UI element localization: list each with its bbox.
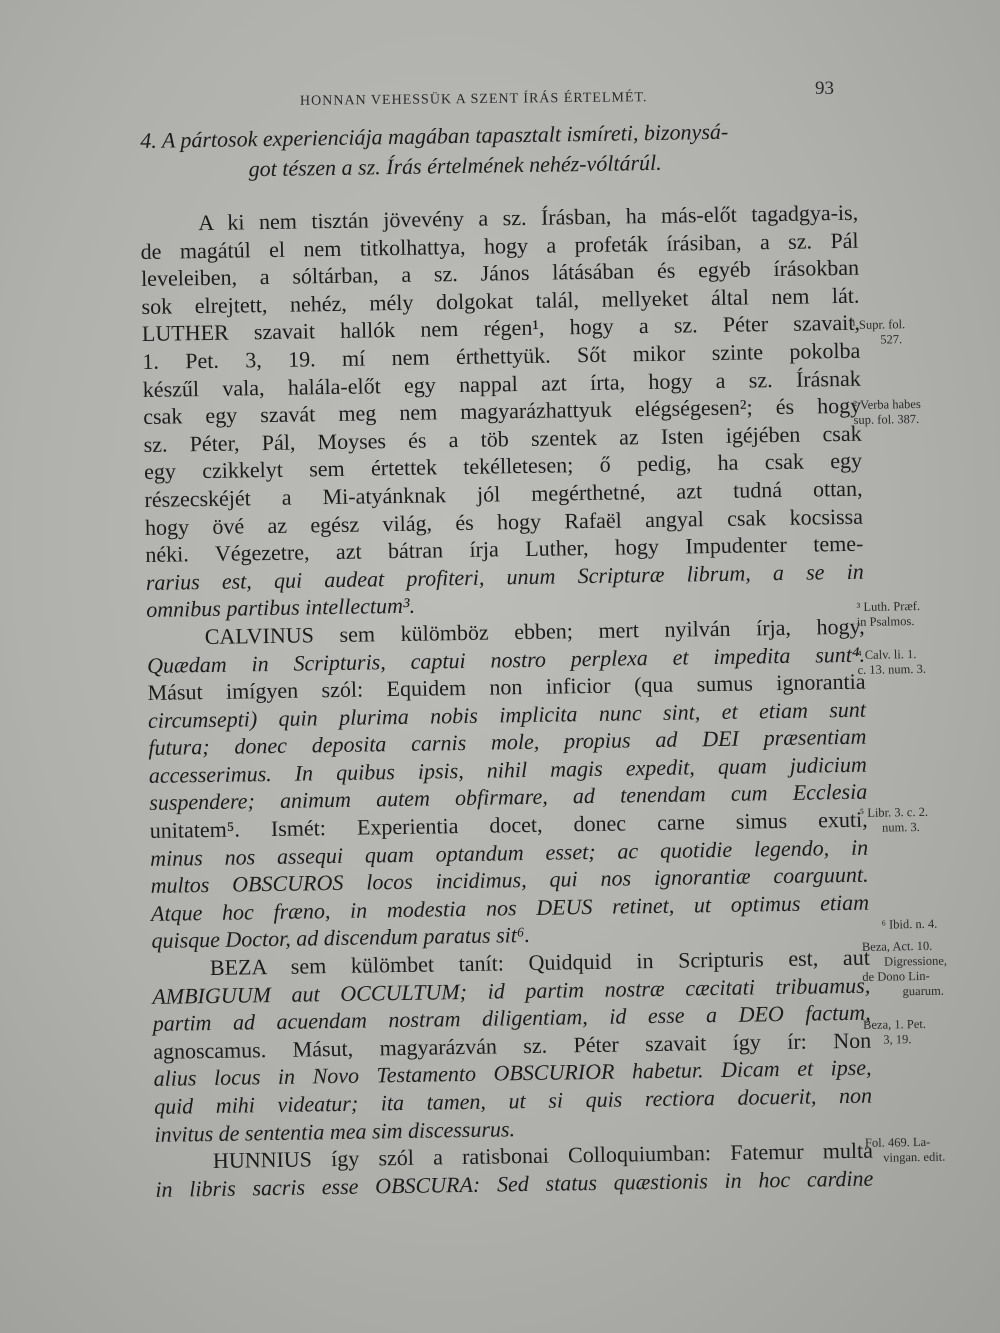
margin-note [863,1016,993,1048]
text-line: 1. Pet. 3, 19. mí nem érthettyük. Sőt mikor szinte pokolba [142,337,861,374]
margin-note-line: guarum. [902,983,944,999]
margin-note-line: 3, 19. [883,1032,912,1047]
running-title: HONNAN VEHESSÜK A SZENT ÍRÁS ÉRTELMÉT. [299,90,648,109]
margin-note-line: Beza, 1. Pet. [862,1016,927,1032]
margin-note-line: ⁶ Ibid. n. 4. [881,916,938,932]
margin-note [865,1134,995,1166]
margin-note [860,804,990,836]
margin-note-line: ² Verba habes [853,396,921,412]
margin-note-line: c. 13. num. 3. [857,661,927,677]
text-line: rarius est, qui audeat profiteri, unum Scripturæ librum, a se in [145,558,864,595]
text-line: CALVINUS sem külömböz ebben; mert nyilván írja, hogy, [204,613,865,649]
text-line: egy czikkelyt sem értettek tekélletesen; ő pedig, ha csak egy [143,448,863,485]
text-line: csak egy szavát meg nem magyarázhattyuk elégségesen²; és hogy [143,392,862,430]
text-line: suspendere; animum autem obfirmare, ad tenendam cum Ecclesia [149,779,868,816]
margin-note-line: de Dono Lin- [862,968,930,984]
text-line: omnibus partibus intellectum³. [146,593,416,623]
margin-note [861,916,991,933]
margin-note [852,316,982,348]
margin-note-line: vingan. edit. [883,1149,946,1165]
text-line: in libris sacris esse OBSCURA: Sed status quæstionis in hoc cardine [155,1165,874,1202]
text-line: hogy övé az egész világ, és hogy Rafaël angyal csak kocsissa [144,503,864,540]
text-line: Quædam in Scripturis, captui nostro perplexa et impedita sunt⁴. [146,641,866,678]
text-line: néki. Végezetre, azt bátran írja Luther, hogy Impudenter teme- [145,530,864,568]
text-line: quid mihi videatur; ita tamen, ut si quis rectiora docuerit, non [153,1082,873,1119]
text-line: futura; donec deposita carnis mole, propius ad DEI præsentiam [148,723,867,761]
text-line: alius locus in Novo Testamento OBSCURIOR habetur. Dicam et ipse, [153,1055,872,1092]
margin-note [862,938,993,1000]
text-line: A ki nem tisztán jövevény a sz. Írásban, ha más-előt tagadgya-is, [198,199,859,236]
text-line: leveleiben, a sóltárban, a sz. János látásában és egyéb írásokban [140,254,860,292]
text-line: quisque Doctor, ad discendum paratus sit⁶. [151,922,531,954]
text-line: Másut imígyen szól: Equidem non inficior (qua sumus ignorantia [147,668,866,706]
text-line: unitatem⁵. Ismét: Experientia docet, donec carne simus exuti, [149,806,868,843]
text-line: multos OBSCUROS locos incidimus, qui nos ignorantiæ coarguunt. [150,861,869,899]
margin-note [853,396,983,428]
margin-note-line: ¹ Supr. fol. [852,317,906,332]
margin-note-line: ⁴ Calv. li. 1. [857,647,917,662]
margin-note-line: Fol. 469. La- [864,1134,931,1150]
text-line: circumsepti) quin plurima nobis implicita nunc sint, et etiam sunt [147,696,867,733]
margin-note [857,646,987,678]
text-line: készűl vala, halála-előt egy nappal azt írta, hogy a sz. Írásnak [142,365,861,402]
text-line: accesserimus. In quibus ipsis, nihil magis expedit, quam judicium [148,751,867,788]
text-line: HUNNIUS így szól a ratisbonai Colloquiumban: Fatemur multa [212,1137,874,1174]
text-line: agnoscamus. Másut, magyarázván sz. Péter szavait így ír: Non [153,1027,872,1064]
page-number: 93 [815,78,834,99]
text-line: partim ad acuendam nostram diligentiam, id esse a DEO factum, [152,999,871,1037]
text-line: sok elrejtett, nehéz, mély dolgokat talál, mellyeket által nem lát. [141,282,860,319]
body-text [140,199,874,1204]
margin-note-line: Beza, Act. 10. [861,938,933,954]
margin-note-line: ⁵ Libr. 3. c. 2. [859,804,929,820]
margin-note-line: Digressione, [884,953,948,969]
section-heading [140,115,851,186]
text-line: invitus de sententia mea sim discessurus. [154,1115,516,1147]
margin-note-line: ³ Luth. Præf. [856,598,921,614]
margin-note-line: sup. fol. 387. [853,411,920,427]
heading-line: got tészen a sz. Írás értelmének nehéz-vóltárúl. [248,149,662,182]
text-line: BEZA sem külömbet tanít: Quidquid in Scripturis est, aut [209,944,871,981]
margin-notes [852,316,992,1165]
text-line: LUTHER szavait hallók nem régen¹, hogy a sz. Péter szavait, [141,310,861,347]
heading-line: 4. A pártosok experienciája magában tapasztalt ismíreti, bizonysá- [140,118,729,153]
margin-note [856,598,986,630]
text-line: AMBIGUUM aut OCCULTUM; id partim nostræ cæcitati tribuamus, [152,972,871,1009]
margin-note-line: num. 3. [881,819,920,835]
text-line: de magátúl el nem titkolhattya, hogy a profeták írásiban, a sz. Pál [140,227,859,264]
text-line: Atque hoc fræno, in modestia nos DEUS retinet, ut optimus etiam [150,889,870,926]
margin-note-line: 527. [880,332,903,347]
text-line: részecskéjét a Mi-atyánknak jól megérthetné, azt tudná ottan, [144,475,863,512]
text-line: minus nos assequi quam optandum esset; ac quotidie legendo, in [149,834,869,871]
text-line: sz. Péter, Pál, Moyses és a töb szentek az Isten igéjében csak [143,420,862,457]
margin-note-line: in Psalmos. [856,614,915,629]
